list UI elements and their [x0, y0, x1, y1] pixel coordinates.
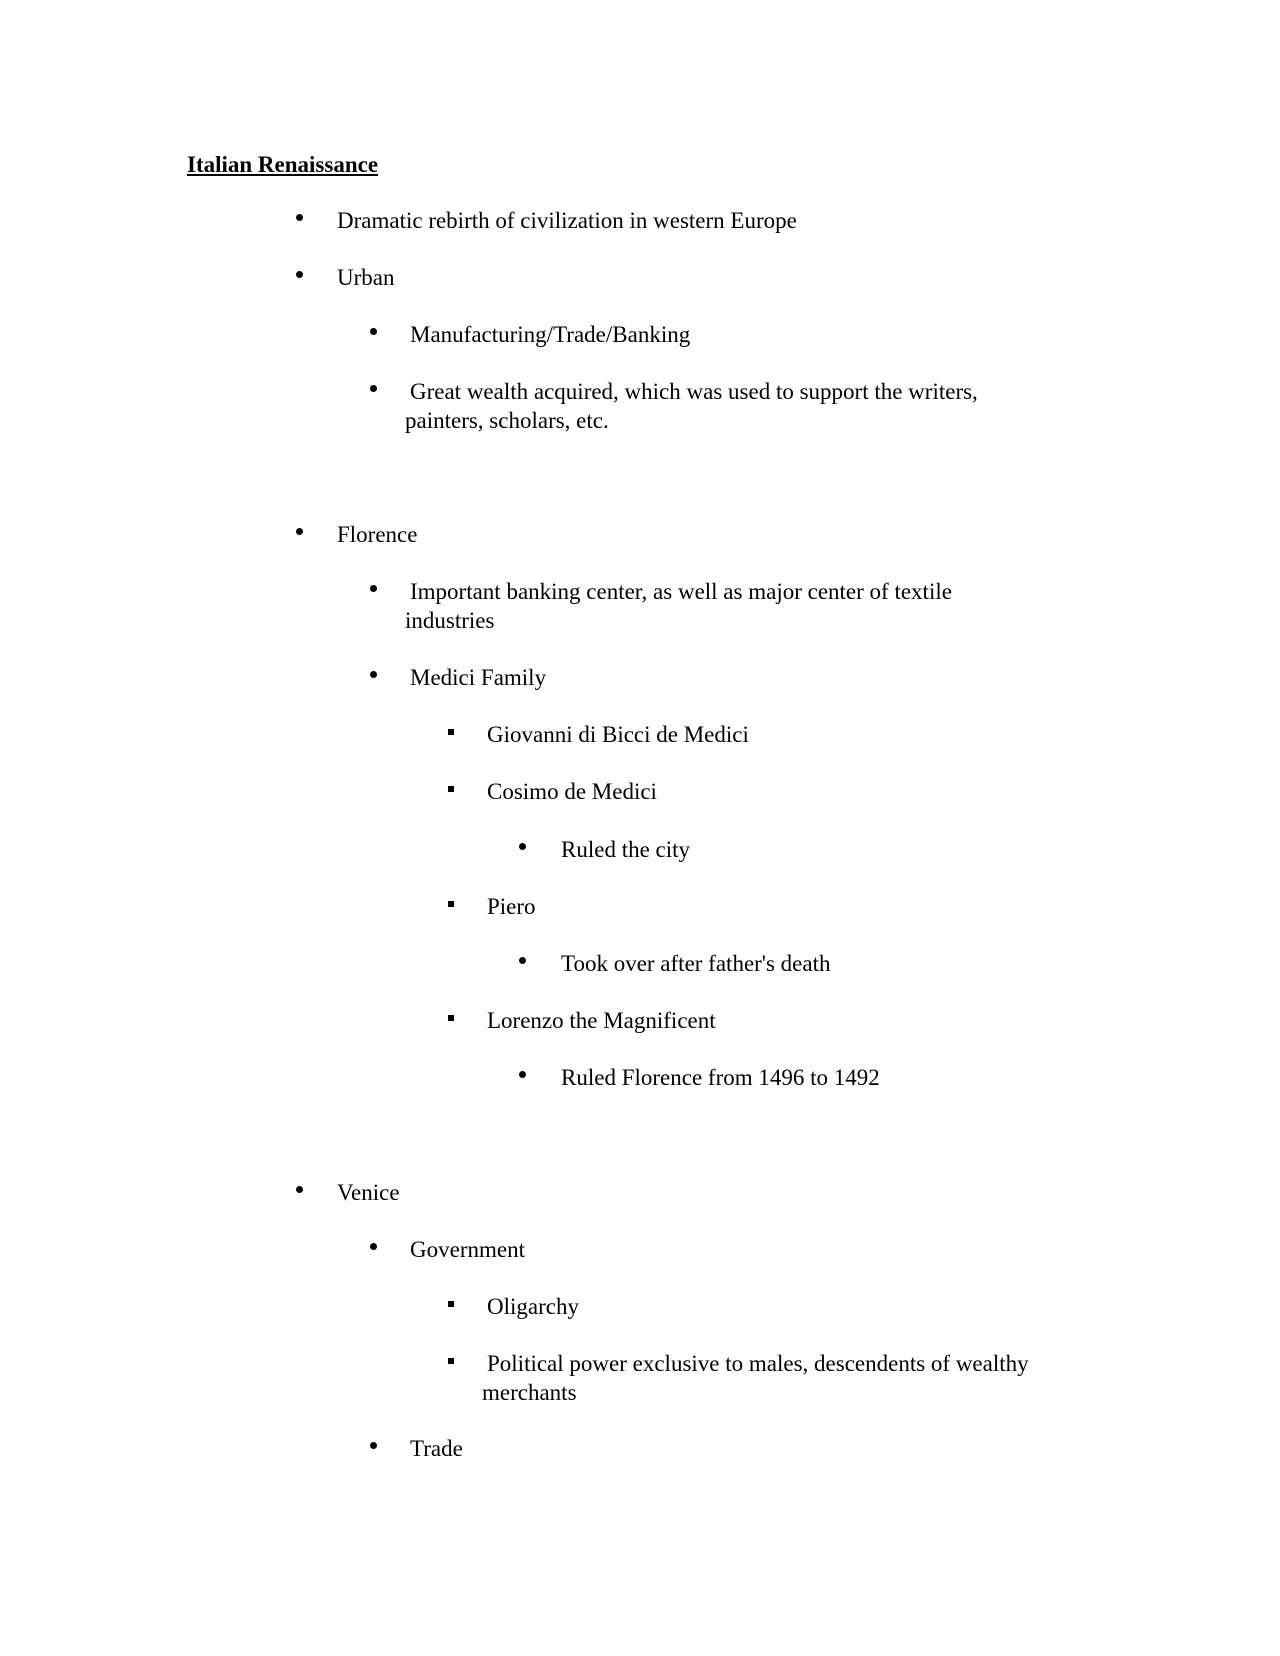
- list-item-text: Manufacturing/Trade/Banking: [410, 322, 691, 347]
- list-item-text: Oligarchy: [487, 1294, 579, 1319]
- list-item-text: Trade: [410, 1436, 463, 1461]
- page-title: Italian Renaissance: [187, 152, 379, 177]
- list-item-text: [405, 577, 952, 635]
- list-item-text: Cosimo de Medici: [487, 779, 657, 804]
- list-item-text: Medici Family: [410, 665, 547, 690]
- list-item-text: Ruled the city: [561, 837, 691, 862]
- list-item-text: Government: [410, 1237, 525, 1262]
- list-item-text: Lorenzo the Magnificent: [487, 1008, 716, 1033]
- wealth-line-1: Great wealth acquired, which was used to support the writers,: [410, 379, 978, 404]
- political-line-1: Political power exclusive to males, descendents of wealthy: [487, 1351, 1029, 1376]
- list-item-text: Ruled Florence from 1496 to 1492: [561, 1065, 880, 1090]
- list-item-text: Giovanni di Bicci de Medici: [487, 722, 749, 747]
- banking-line-1: Important banking center, as well as major center of textile: [410, 579, 952, 604]
- list-item-text: Urban: [337, 265, 395, 290]
- list-item-text: Florence: [337, 522, 418, 547]
- wealth-line-2: painters, scholars, etc.: [405, 408, 609, 433]
- list-item-text: [405, 377, 978, 435]
- list-item-text: [482, 1349, 1029, 1407]
- list-item-text: Dramatic rebirth of civilization in western Europe: [337, 208, 797, 233]
- list-item-text: Piero: [487, 894, 536, 919]
- list-item-text: Venice: [337, 1180, 400, 1205]
- banking-line-2: industries: [405, 608, 495, 633]
- list-item-text: Took over after father's death: [561, 951, 831, 976]
- political-line-2: merchants: [482, 1380, 577, 1405]
